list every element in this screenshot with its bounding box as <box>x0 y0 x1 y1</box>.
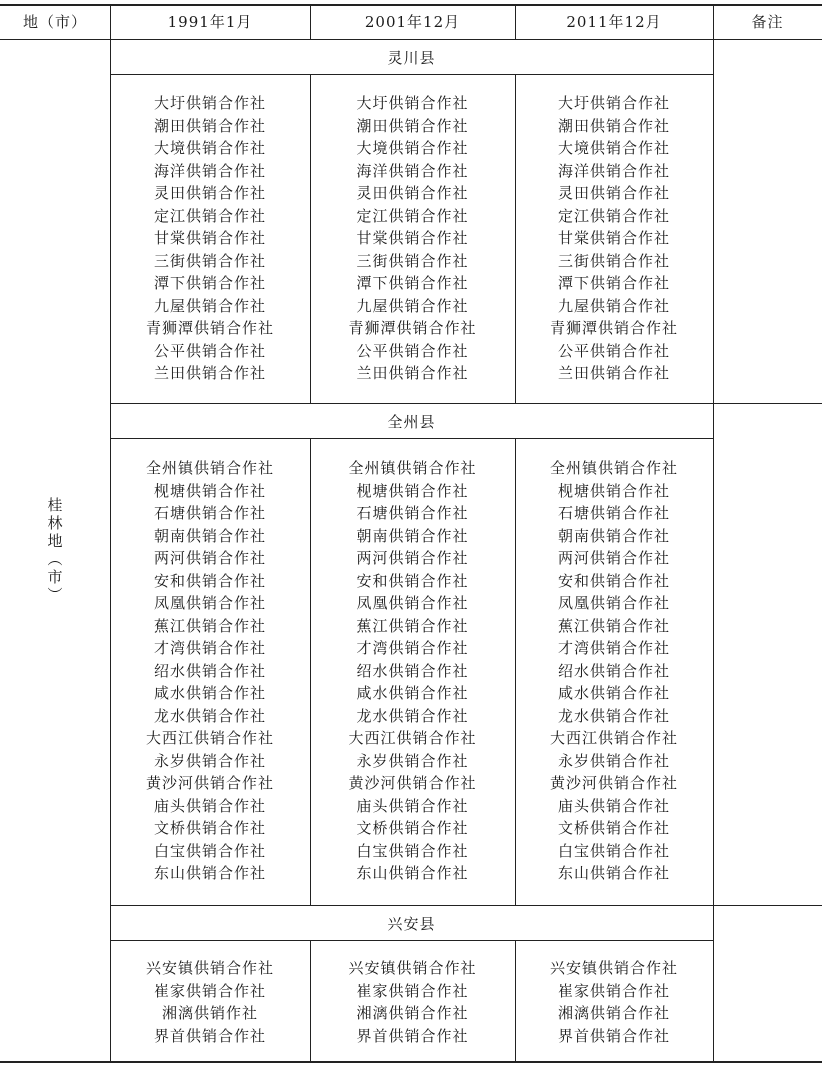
cooperative-entry: 石塘供销合作社 <box>557 504 670 522</box>
cooperative-entry: 庙头供销合作社 <box>356 796 469 815</box>
cooperative-entry: 白宝供销合作社 <box>356 841 469 860</box>
cooperative-entry: 朝南供销合作社 <box>153 526 266 545</box>
cooperative-entry: 兴安镇供销合作社 <box>549 959 678 977</box>
county-title-lingchuan: 灵川县 <box>387 48 436 67</box>
county-rule-2 <box>110 438 713 439</box>
cooperative-entry: 兰田供销合作社 <box>557 364 670 382</box>
county-rule-1 <box>110 74 713 75</box>
quanzhou-1991-list <box>110 457 310 885</box>
cooperative-entry: 永岁供销合作社 <box>153 751 266 770</box>
header-2011: 2011年12月 <box>566 12 662 31</box>
bottom-rule <box>0 1061 822 1063</box>
quanzhou-2001-list <box>310 457 515 885</box>
vrule-h1 <box>310 4 311 40</box>
header-rule <box>0 39 822 40</box>
cooperative-entry: 白宝供销合作社 <box>153 841 266 860</box>
xingan-2011-list <box>515 957 713 1047</box>
cooperative-entry: 湘漓供销合作社 <box>557 1004 670 1022</box>
cooperative-entry: 黄沙河供销合作社 <box>145 774 274 792</box>
cooperative-entry: 甘棠供销合作社 <box>153 229 266 247</box>
cooperative-entry: 庙头供销合作社 <box>153 796 266 815</box>
cooperative-entry: 大圩供销合作社 <box>557 94 670 112</box>
xingan-2001-list <box>310 957 515 1047</box>
section-rule-1 <box>110 403 822 404</box>
cooperative-entry: 白宝供销合作社 <box>557 841 670 860</box>
cooperative-entry: 东山供销合作社 <box>153 864 266 882</box>
cooperative-entry: 界首供销合作社 <box>153 1026 266 1045</box>
cooperative-entry: 大境供销合作社 <box>153 139 266 157</box>
cooperative-entry: 海洋供销合作社 <box>356 161 469 180</box>
cooperative-entry: 九屋供销合作社 <box>153 296 266 315</box>
cooperative-entry: 崔家供销合作社 <box>153 981 266 1000</box>
cooperative-entry: 兰田供销合作社 <box>356 364 469 382</box>
cooperative-entry: 大西江供销合作社 <box>348 729 477 747</box>
cooperative-entry: 枧塘供销合作社 <box>153 481 266 500</box>
cooperative-entry: 潮田供销合作社 <box>356 116 469 135</box>
cooperative-entry: 枧塘供销合作社 <box>356 481 469 500</box>
cooperative-entry: 大西江供销合作社 <box>145 729 274 747</box>
lingchuan-1991-list <box>110 92 310 385</box>
cooperative-entry: 兰田供销合作社 <box>153 364 266 382</box>
header-remarks: 备注 <box>751 12 784 31</box>
cooperative-entry: 潮田供销合作社 <box>153 116 266 135</box>
cooperative-entry: 枧塘供销合作社 <box>557 481 670 500</box>
vrule-s3b <box>515 940 516 1062</box>
cooperative-entry: 灵田供销合作社 <box>557 184 670 202</box>
cooperative-entry: 石塘供销合作社 <box>356 504 469 522</box>
cooperative-entry: 界首供销合作社 <box>557 1026 670 1045</box>
cooperative-entry: 两河供销合作社 <box>153 549 266 567</box>
cooperative-entry: 三街供销合作社 <box>153 251 266 270</box>
cooperative-entry: 永岁供销合作社 <box>356 751 469 770</box>
cooperative-entry: 凤凰供销合作社 <box>356 594 469 612</box>
vrule-s3a <box>310 940 311 1062</box>
cooperative-entry: 才湾供销合作社 <box>356 639 469 657</box>
cooperative-entry: 咸水供销合作社 <box>153 684 266 702</box>
cooperative-entry: 灵田供销合作社 <box>356 184 469 202</box>
cooperative-entry: 才湾供销合作社 <box>153 639 266 657</box>
county-title-xingan: 兴安县 <box>387 914 436 933</box>
cooperative-entry: 公平供销合作社 <box>153 341 266 360</box>
cooperative-entry: 崔家供销合作社 <box>356 981 469 1000</box>
cooperative-entry: 甘棠供销合作社 <box>356 229 469 247</box>
cooperative-entry: 界首供销合作社 <box>356 1026 469 1045</box>
cooperative-entry: 大西江供销合作社 <box>549 729 678 747</box>
cooperative-entry: 青狮潭供销合作社 <box>549 319 678 337</box>
cooperative-entry: 湘漓供销作社 <box>161 1004 258 1022</box>
cooperative-entry: 兴安镇供销合作社 <box>145 959 274 977</box>
cooperative-entry: 文桥供销合作社 <box>153 819 266 837</box>
cooperative-entry: 朝南供销合作社 <box>557 526 670 545</box>
cooperative-entry: 定江供销合作社 <box>557 206 670 225</box>
cooperative-entry: 青狮潭供销合作社 <box>145 319 274 337</box>
cooperative-entry: 全州镇供销合作社 <box>348 459 477 477</box>
cooperative-entry: 黄沙河供销合作社 <box>549 774 678 792</box>
cooperative-entry: 永岁供销合作社 <box>557 751 670 770</box>
cooperative-entry: 两河供销合作社 <box>356 549 469 567</box>
county-rule-3 <box>110 940 713 941</box>
lingchuan-2011-list <box>515 92 713 385</box>
cooperative-entry: 海洋供销合作社 <box>557 161 670 180</box>
cooperative-entry: 两河供销合作社 <box>557 549 670 567</box>
cooperative-entry: 安和供销合作社 <box>557 571 670 590</box>
vrule-remarks <box>713 4 714 1062</box>
cooperative-entry: 绍水供销合作社 <box>356 661 469 680</box>
cooperative-entry: 安和供销合作社 <box>356 571 469 590</box>
cooperative-entry: 凤凰供销合作社 <box>557 594 670 612</box>
county-title-quanzhou: 全州县 <box>387 412 436 431</box>
cooperative-entry: 蕉江供销合作社 <box>356 616 469 635</box>
cooperative-entry: 全州镇供销合作社 <box>145 459 274 477</box>
cooperative-entry: 潭下供销合作社 <box>153 274 266 292</box>
cooperative-entry: 大圩供销合作社 <box>356 94 469 112</box>
cooperative-entry: 才湾供销合作社 <box>557 639 670 657</box>
xingan-1991-list <box>110 957 310 1047</box>
cooperative-entry: 定江供销合作社 <box>356 206 469 225</box>
region-cell <box>0 40 110 1062</box>
cooperative-entry: 大境供销合作社 <box>356 139 469 157</box>
cooperative-entry: 大境供销合作社 <box>557 139 670 157</box>
lingchuan-2001-list <box>310 92 515 385</box>
cooperative-entry: 文桥供销合作社 <box>557 819 670 837</box>
cooperative-entry: 潮田供销合作社 <box>557 116 670 135</box>
vrule-s1a <box>310 74 311 404</box>
cooperative-entry: 朝南供销合作社 <box>356 526 469 545</box>
cooperative-entry: 三街供销合作社 <box>356 251 469 270</box>
cooperative-entry: 定江供销合作社 <box>153 206 266 225</box>
quanzhou-2011-list <box>515 457 713 885</box>
cooperative-entry: 安和供销合作社 <box>153 571 266 590</box>
cooperative-entry: 九屋供销合作社 <box>557 296 670 315</box>
cooperative-entry: 公平供销合作社 <box>557 341 670 360</box>
cooperative-entry: 大圩供销合作社 <box>153 94 266 112</box>
cooperative-entry: 潭下供销合作社 <box>356 274 469 292</box>
vrule-s2a <box>310 438 311 906</box>
region-label: 桂林地（市） <box>45 497 64 605</box>
vrule-region <box>110 4 111 1062</box>
cooperative-entry: 咸水供销合作社 <box>356 684 469 702</box>
cooperative-entry: 崔家供销合作社 <box>557 981 670 1000</box>
cooperative-entry: 全州镇供销合作社 <box>549 459 678 477</box>
cooperative-entry: 蕉江供销合作社 <box>557 616 670 635</box>
header-region: 地（市） <box>22 12 87 31</box>
cooperative-entry: 龙水供销合作社 <box>153 706 266 725</box>
cooperative-entry: 凤凰供销合作社 <box>153 594 266 612</box>
cooperative-entry: 庙头供销合作社 <box>557 796 670 815</box>
cooperative-entry: 文桥供销合作社 <box>356 819 469 837</box>
cooperative-entry: 兴安镇供销合作社 <box>348 959 477 977</box>
cooperative-entry: 灵田供销合作社 <box>153 184 266 202</box>
cooperative-entry: 绍水供销合作社 <box>153 661 266 680</box>
cooperative-entry: 青狮潭供销合作社 <box>348 319 477 337</box>
vrule-h2 <box>515 4 516 40</box>
cooperative-entry: 潭下供销合作社 <box>557 274 670 292</box>
cooperative-entry: 龙水供销合作社 <box>557 706 670 725</box>
cooperative-entry: 甘棠供销合作社 <box>557 229 670 247</box>
cooperative-entry: 蕉江供销合作社 <box>153 616 266 635</box>
header-1991: 1991年1月 <box>167 12 253 31</box>
cooperative-entry: 绍水供销合作社 <box>557 661 670 680</box>
cooperative-entry: 三街供销合作社 <box>557 251 670 270</box>
cooperative-entry: 东山供销合作社 <box>356 864 469 882</box>
top-rule <box>0 4 822 6</box>
cooperative-entry: 湘漓供销合作社 <box>356 1004 469 1022</box>
cooperative-entry: 石塘供销合作社 <box>153 504 266 522</box>
vrule-s1b <box>515 74 516 404</box>
cooperative-entry: 东山供销合作社 <box>557 864 670 882</box>
section-rule-2 <box>110 905 822 906</box>
cooperative-entry: 海洋供销合作社 <box>153 161 266 180</box>
header-2001: 2001年12月 <box>364 12 461 31</box>
cooperative-entry: 咸水供销合作社 <box>557 684 670 702</box>
cooperative-entry: 公平供销合作社 <box>356 341 469 360</box>
cooperative-entry: 龙水供销合作社 <box>356 706 469 725</box>
vrule-s2b <box>515 438 516 906</box>
cooperative-entry: 九屋供销合作社 <box>356 296 469 315</box>
cooperative-entry: 黄沙河供销合作社 <box>348 774 477 792</box>
